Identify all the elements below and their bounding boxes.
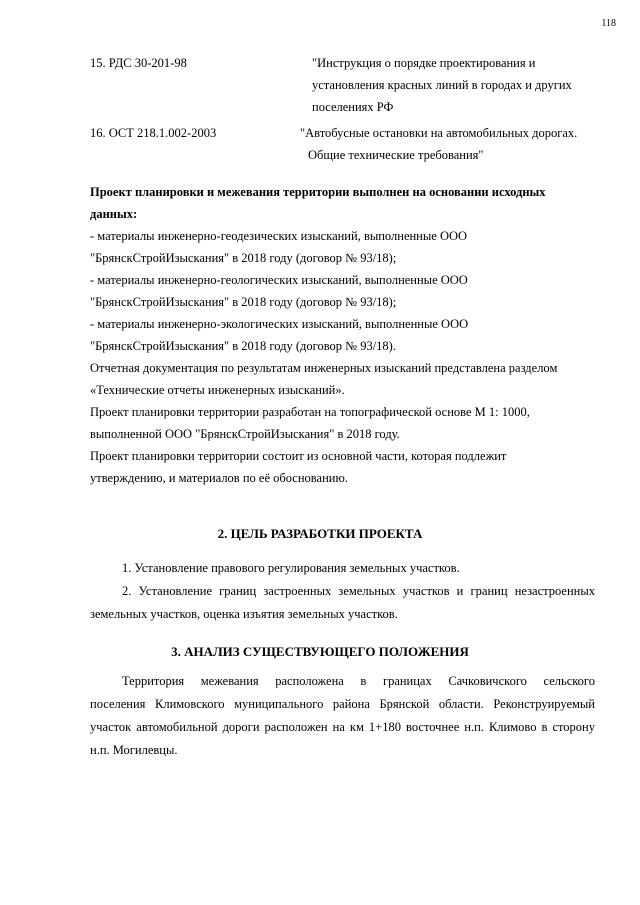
section-2-title: 2. ЦЕЛЬ РАЗРАБОТКИ ПРОЕКТА bbox=[217, 526, 423, 541]
basis-heading: Проект планировки и межевания территории выполнен на основании исходных bbox=[90, 185, 546, 199]
section-2-item: 1. Установление правового регулирования земельных участков. bbox=[122, 561, 460, 575]
reference-text bbox=[300, 122, 577, 166]
basis-line: - материалы инженерно-геологических изысканий, выполненные ООО bbox=[90, 273, 468, 287]
basis-line: "БрянскСтройИзыскания" в 2018 году (договор № 93/18); bbox=[90, 251, 397, 265]
section-3-title: 3. АНАЛИЗ СУЩЕСТВУЮЩЕГО ПОЛОЖЕНИЯ bbox=[171, 644, 469, 659]
basis-line: "БрянскСтройИзыскания" в 2018 году (договор № 93/18). bbox=[90, 339, 396, 353]
basis-line: - материалы инженерно-экологических изысканий, выполненные ООО bbox=[90, 317, 469, 331]
reference-text-line: "Автобусные остановки на автомобильных дорогах. bbox=[300, 126, 578, 140]
section-3-line: Территория межевания расположена в границах Сачковичского сельского bbox=[122, 674, 595, 688]
reference-code: 15. РДС 30-201-98 bbox=[90, 56, 187, 70]
section-2-item-continuation: земельных участков, оценка изъятия земельных участков. bbox=[90, 607, 398, 621]
section-3-line: участок автомобильной дороги расположен на км 1+180 восточнее н.п. Климово в сторону bbox=[90, 720, 595, 734]
reference-text-line: установления красных линий в городах и других bbox=[312, 78, 572, 92]
reference-text bbox=[312, 52, 572, 118]
basis-line: Проект планировки территории состоит из основной части, которая подлежит bbox=[90, 449, 507, 463]
reference-code: 16. ОСТ 218.1.002-2003 bbox=[90, 126, 217, 140]
reference-text-line: Общие технические требования" bbox=[308, 148, 484, 162]
basis-heading: данных: bbox=[90, 207, 138, 221]
basis-line: - материалы инженерно-геодезических изысканий, выполненные ООО bbox=[90, 229, 468, 243]
basis-line: Проект планировки территории разработан на топографической основе М 1: 1000, bbox=[90, 405, 530, 419]
basis-line: «Технические отчеты инженерных изысканий». bbox=[90, 383, 345, 397]
section-3-line: н.п. Могилевцы. bbox=[90, 743, 178, 757]
basis-line: Отчетная документация по результатам инженерных изысканий представлена разделом bbox=[90, 361, 558, 375]
basis-line: утверждению, и материалов по её обоснованию. bbox=[90, 471, 348, 485]
reference-text-line: поселениях РФ bbox=[312, 100, 394, 114]
section-3-line: поселения Климовского муниципального района Брянской области. Реконструируемый bbox=[90, 697, 595, 711]
reference-text-line: "Инструкция о порядке проектирования и bbox=[312, 56, 536, 70]
basis-line: выполненной ООО "БрянскСтройИзыскания" в 2018 году. bbox=[90, 427, 400, 441]
basis-line: "БрянскСтройИзыскания" в 2018 году (договор № 93/18); bbox=[90, 295, 397, 309]
section-2-item: 2. Установление границ застроенных земельных участков и границ незастроенных bbox=[122, 584, 595, 598]
page-number: 118 bbox=[601, 18, 616, 29]
